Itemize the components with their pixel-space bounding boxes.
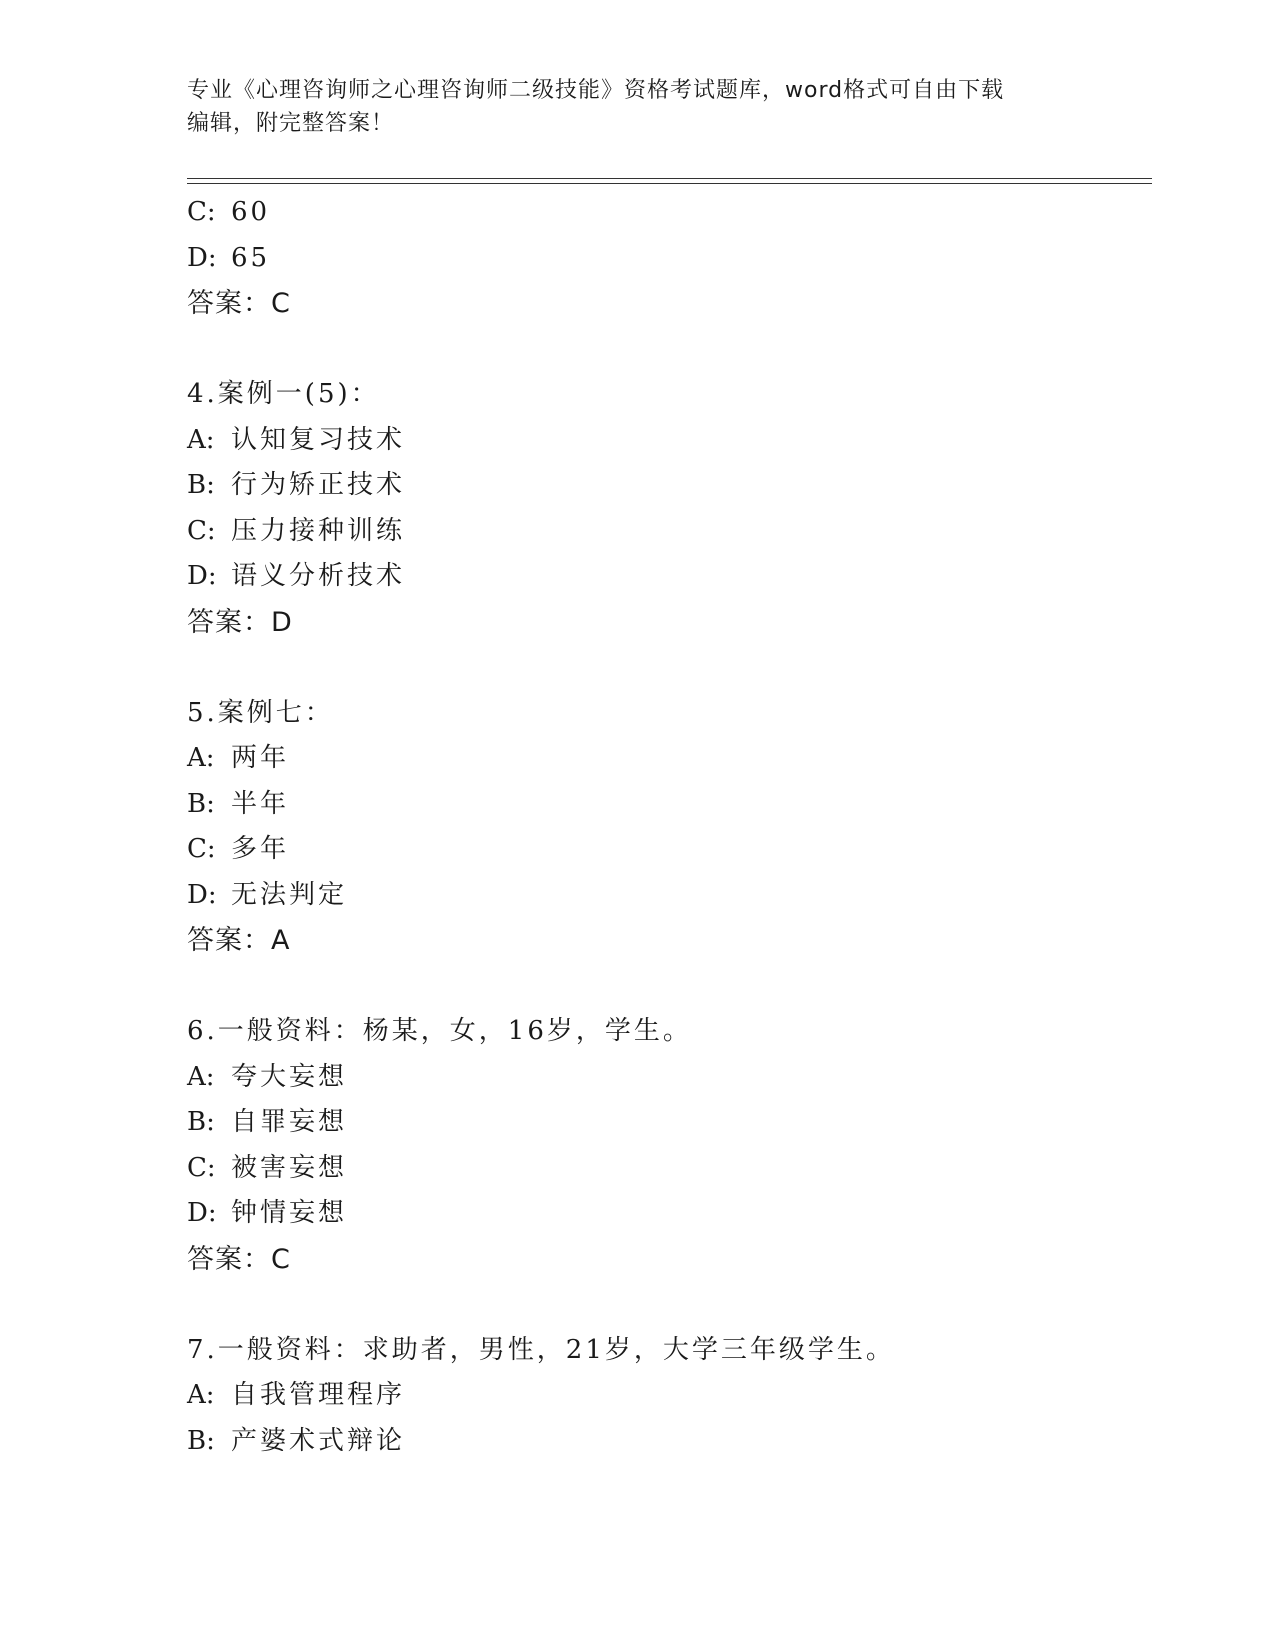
option-letter: C: [187,1152,216,1183]
document-header [187,74,1067,140]
option-text: 半年 [231,788,290,819]
question-5 [187,691,1152,964]
option-d [187,1191,1152,1237]
option-b [187,782,1152,828]
option-text: 被害妄想 [231,1152,348,1183]
option-text: 两年 [231,743,290,773]
question-7 [187,1328,1152,1465]
option-letter: D: [187,242,217,273]
option-letter: A: [187,1061,215,1092]
answer-line: 答案：C [187,1243,291,1275]
header-line-1: 专业《心理咨询师之心理咨询师二级技能》资格考试题库，word格式可自由下载 [187,78,1005,103]
option-letter: C: [187,197,216,227]
option-letter: C: [187,515,216,546]
option-text: 夸大妄想 [231,1061,348,1092]
question-stem: 5.案例七： [187,697,334,728]
option-letter: B: [187,1425,215,1456]
option-letter: D: [187,561,217,591]
question-3-tail [187,190,1152,327]
option-text: 65 [231,242,271,273]
option-text: 60 [231,197,271,227]
option-text: 多年 [231,834,290,864]
question-list [187,190,1152,1464]
option-letter: B: [187,1107,215,1137]
option-letter: A: [187,1380,215,1410]
option-text: 产婆术式辩论 [231,1425,406,1456]
option-text: 自我管理程序 [231,1380,406,1410]
option-text: 自罪妄想 [231,1107,348,1137]
question-6 [187,1009,1152,1282]
option-a [187,418,1152,464]
option-d [187,236,1152,282]
option-b [187,1100,1152,1146]
header-line-2: 编辑，附完整答案！ [187,111,395,136]
option-letter: A: [187,424,215,455]
option-b [187,463,1152,509]
option-a [187,1055,1152,1101]
question-4 [187,372,1152,645]
spacer [187,645,1152,691]
option-b [187,1419,1152,1465]
spacer [187,964,1152,1010]
option-d [187,873,1152,919]
option-a [187,1373,1152,1419]
option-c [187,190,1152,236]
option-letter: D: [187,1198,217,1228]
header-divider [187,178,1152,184]
option-letter: B: [187,470,215,500]
spacer [187,327,1152,373]
question-stem: 6.一般资料：杨某，女，16岁，学生。 [187,1016,692,1046]
option-d [187,554,1152,600]
option-c [187,509,1152,555]
option-text: 压力接种训练 [231,515,406,546]
answer-line: 答案：C [187,288,291,319]
option-text: 认知复习技术 [231,424,406,455]
answer-line: 答案：A [187,925,291,956]
option-letter: B: [187,788,215,819]
question-stem: 4.案例一(5)： [187,379,380,409]
option-letter: C: [187,834,216,864]
answer-line: 答案：D [187,606,293,638]
option-text: 行为矫正技术 [231,470,406,500]
option-letter: A: [187,743,215,773]
option-a [187,736,1152,782]
option-c [187,1146,1152,1192]
question-stem: 7.一般资料：求助者，男性，21岁，大学三年级学生。 [187,1334,895,1365]
option-letter: D: [187,879,217,910]
option-text: 钟情妄想 [231,1198,348,1228]
option-text: 无法判定 [231,879,348,910]
option-text: 语义分析技术 [231,561,406,591]
option-c [187,827,1152,873]
spacer [187,1282,1152,1328]
